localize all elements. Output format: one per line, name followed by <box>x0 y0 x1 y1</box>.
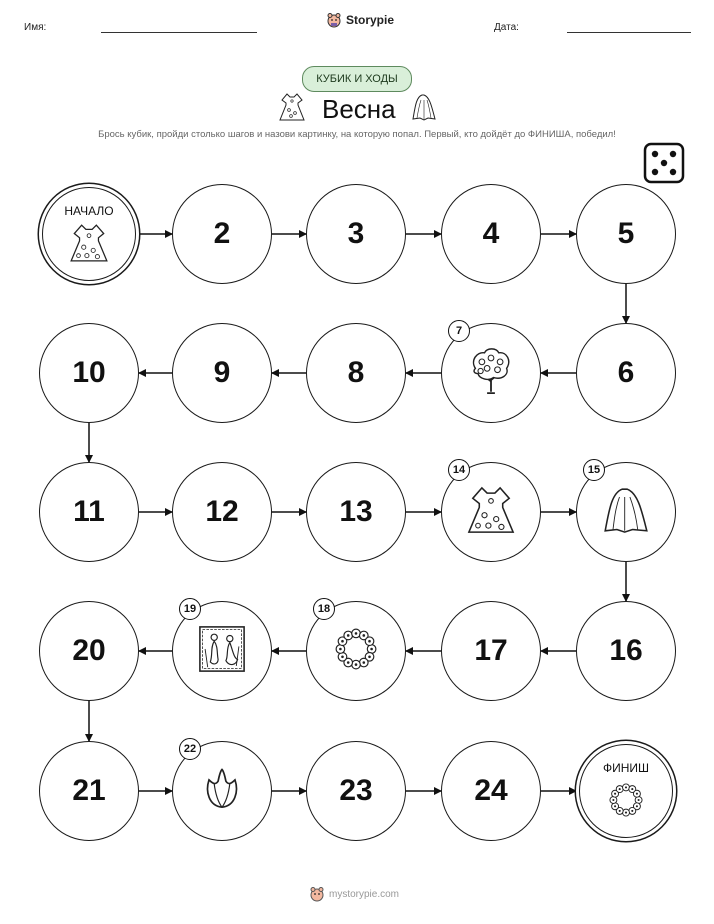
game-type-badge: КУБИК И ХОДЫ <box>302 66 412 92</box>
cell-number-badge: 18 <box>313 598 335 620</box>
board-cell-11 <box>39 462 139 562</box>
cell-number-badge: 7 <box>448 320 470 342</box>
dress-icon <box>68 222 110 269</box>
cell-caption: НАЧАЛО <box>64 204 114 218</box>
board-cell-2 <box>172 184 272 284</box>
date-label: Дата: <box>494 22 519 33</box>
instructions: Брось кубик, пройди столько шагов и назови картинку, на которую попал. Первый, кто дойдёт до ФИНИША, победил! <box>98 129 616 140</box>
cell-number: 23 <box>339 774 373 807</box>
board-cell-13 <box>306 462 406 562</box>
cell-number: 5 <box>617 217 635 250</box>
board-cell-18 <box>306 601 406 701</box>
wreath-icon <box>330 623 382 680</box>
board-cell-23 <box>306 741 406 841</box>
cell-number: 21 <box>72 774 106 807</box>
cell-number: 2 <box>213 217 231 250</box>
cell-number: 24 <box>474 774 508 807</box>
board-cell-16 <box>576 601 676 701</box>
board-cell-5 <box>576 184 676 284</box>
dress-icon <box>465 484 517 541</box>
mermaid-tile-icon <box>196 623 248 680</box>
cell-number-badge: 22 <box>179 738 201 760</box>
name-label: Имя: <box>24 22 47 33</box>
board-cell-14 <box>441 462 541 562</box>
cell-number-badge: 19 <box>179 598 201 620</box>
board-cell-9 <box>172 323 272 423</box>
finish-cell <box>579 744 673 838</box>
footer <box>309 886 399 902</box>
wreath-icon <box>605 779 647 826</box>
board-cell-6 <box>576 323 676 423</box>
cell-number-badge: 15 <box>583 459 605 481</box>
board-cell-7 <box>441 323 541 423</box>
board-cell-22 <box>172 741 272 841</box>
start-cell <box>42 187 136 281</box>
tulip-icon <box>196 763 248 820</box>
board-cell-4 <box>441 184 541 284</box>
board-cell-12 <box>172 462 272 562</box>
cell-number: 9 <box>213 356 231 389</box>
cell-number: 10 <box>72 356 106 389</box>
cell-number: 8 <box>347 356 365 389</box>
cell-number-badge: 14 <box>448 459 470 481</box>
cell-number: 3 <box>347 217 365 250</box>
cell-number: 17 <box>474 634 508 667</box>
board-cell-15 <box>576 462 676 562</box>
cell-number: 11 <box>73 495 105 528</box>
footer-site: mystorypie.com <box>329 888 400 900</box>
cell-caption: ФИНИШ <box>602 761 650 775</box>
brand-name: Storypie <box>346 13 395 27</box>
board-cell-8 <box>306 323 406 423</box>
storypie-mascot-icon <box>309 886 325 902</box>
apple-tree-icon <box>465 345 517 402</box>
board-cell-19 <box>172 601 272 701</box>
cell-number: 13 <box>339 495 373 528</box>
board-cell-17 <box>441 601 541 701</box>
board-cell-10 <box>39 323 139 423</box>
cell-number: 4 <box>482 217 500 250</box>
page-title: Весна <box>322 94 396 124</box>
board-cell-20 <box>39 601 139 701</box>
cell-number: 16 <box>609 634 643 667</box>
cell-number: 6 <box>617 356 635 389</box>
veil-icon <box>600 484 652 541</box>
board-cell-24 <box>441 741 541 841</box>
cell-number: 12 <box>205 495 239 528</box>
cell-number: 20 <box>72 634 106 667</box>
board-cell-21 <box>39 741 139 841</box>
board-cell-3 <box>306 184 406 284</box>
